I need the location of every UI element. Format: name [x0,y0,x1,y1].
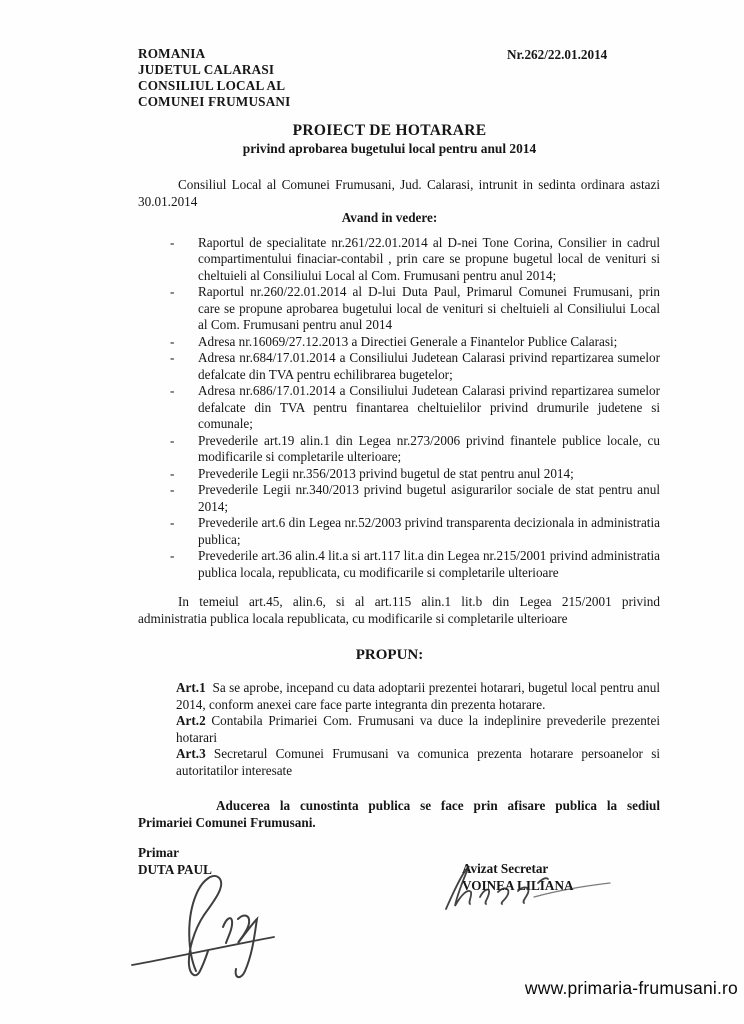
document-number: Nr.262/22.01.2014 [507,47,608,62]
consideration-text: Raportul nr.260/22.01.2014 al D-lui Duta Paul, Primarul Comunei Frumusani, prin care se propune aprobarea bugetului local de venituri si cheltuieli al Consiliului Local al Com. Frumusani pentru anul 2014 [198,284,660,332]
dash-bullet: - [170,515,175,530]
legal-basis-paragraph [138,594,660,627]
list-item [138,482,660,515]
secretary-name: VOINEA LILIANA [462,877,574,893]
letterhead-line-county: JUDETUL CALARASI [138,62,275,77]
intro-line-2: 30.01.2014 [138,193,198,209]
secretary-signature-block [462,861,574,894]
dash-bullet: - [170,234,175,250]
intro-line-1: Consiliul Local al Comunei Frumusani, Jud. Calarasi, intrunit in sedinta ordinara astazi [178,177,660,192]
letterhead-line-country: ROMANIA [138,46,206,61]
consideration-text: Adresa nr.686/17.01.2014 a Consiliului Judetean Calarasi privind repartizarea sumelor defalcate din TVA pentru finantarea cheltuielilor privind drumurile judetene si comunale; [198,383,660,431]
dash-bullet: - [170,548,175,563]
mayor-name: DUTA PAUL [138,861,212,877]
dash-bullet: - [170,350,175,365]
closing-line-2: Primariei Comunei Frumusani. [138,814,316,830]
closing-paragraph [138,798,660,831]
dash-bullet: - [170,432,175,448]
considerations-list [138,235,660,582]
website-url: www.primaria-frumusani.ro [524,978,738,998]
dash-bullet: - [170,284,175,299]
dash-bullet: - [170,383,175,398]
dash-bullet: - [170,465,175,481]
consideration-text: Raportul de specialitate nr.261/22.01.2014 al D-nei Tone Corina, Consilier in cadrul compartimentului finaciar-contabil , prin care se propune bugetul local de venituri si cheltuieli al Consiliului Local al Com. Frumusani pentru anul 2014; [198,234,660,283]
mayor-signature-block [138,845,212,878]
list-item [138,466,660,483]
consideration-text: Prevederile art.6 din Legea nr.52/2003 privind transparenta decizionala in administratia publica; [198,515,660,547]
articles-section [176,680,660,779]
list-item [138,350,660,383]
secretary-role-label: Avizat Secretar [462,861,549,876]
list-item [138,235,660,285]
article-1-label: Art.1 [176,680,206,695]
mayor-role-label: Primar [138,845,180,860]
list-item [138,334,660,351]
consideration-text: Adresa nr.16069/27.12.2013 a Directiei Generale a Finantelor Publice Calarasi; [198,333,618,349]
list-item [138,433,660,466]
intro-paragraph [138,177,660,210]
letterhead-line-commune: COMUNEI FRUMUSANI [138,94,291,109]
letterhead-line-council: CONSILIUL LOCAL AL [138,78,286,93]
list-item [138,383,660,433]
article-3-label: Art.3 [176,746,206,761]
article-3-text: Secretarul Comunei Frumusani va comunica prezenta hotarare persoanelor si autoritatilor interesate [176,746,660,778]
consideration-text: Adresa nr.684/17.01.2014 a Consiliului Judetean Calarasi privind repartizarea sumelor defalcate din TVA pentru echilibrarea bugetelor; [198,350,660,382]
list-item [138,284,660,334]
consideration-text: Prevederile Legii nr.356/2013 privind bugetul de stat pentru anul 2014; [198,465,574,481]
article-1 [176,680,660,713]
consideration-text: Prevederile Legii nr.340/2013 privind bugetul asigurarilor sociale de stat pentru anul 2014; [198,482,660,514]
document-title: PROIECT DE HOTARARE [292,122,487,139]
list-item [138,515,660,548]
closing-line-1: Aducerea la cunostinta publica se face prin afisare publica la sediul [216,798,660,813]
article-2 [176,713,660,746]
dash-bullet: - [170,333,175,349]
dash-bullet: - [170,482,175,497]
consideration-text: Prevederile art.36 alin.4 lit.a si art.117 lit.a din Legea nr.215/2001 privind administratia publica locala, republicata, cu modificarile si completarile ulterioare [198,548,660,580]
article-1-text: Sa se aprobe, incepand cu data adoptarii prezentei hotarari, bugetul local pentru anul 2014, conform anexei care face parte integranta din prezenta hotarare. [176,680,660,712]
article-2-text: Contabila Primariei Com. Frumusani va duce la indeplinire prevederile prezentei hotarari [176,713,660,745]
article-2-label: Art.2 [176,713,206,728]
propun-heading: PROPUN: [355,647,424,663]
article-3 [176,746,660,779]
document-subtitle: privind aprobarea bugetului local pentru anul 2014 [242,141,537,156]
list-item [138,548,660,581]
legal-basis-line-2: administratia publica locala republicata, cu modificarile si completarile ulterioare [138,610,568,626]
legal-basis-line-1: In temeiul art.45, alin.6, si al art.115 alin.1 lit.b din Legea 215/2001 privind [178,594,660,609]
consideration-text: Prevederile art.19 alin.1 din Legea nr.273/2006 privind finantele publice locale, cu modificarile si completarile ulterioare; [198,432,660,464]
mayor-handwritten-signature-icon [126,867,291,985]
avand-heading: Avand in vedere: [341,210,438,225]
